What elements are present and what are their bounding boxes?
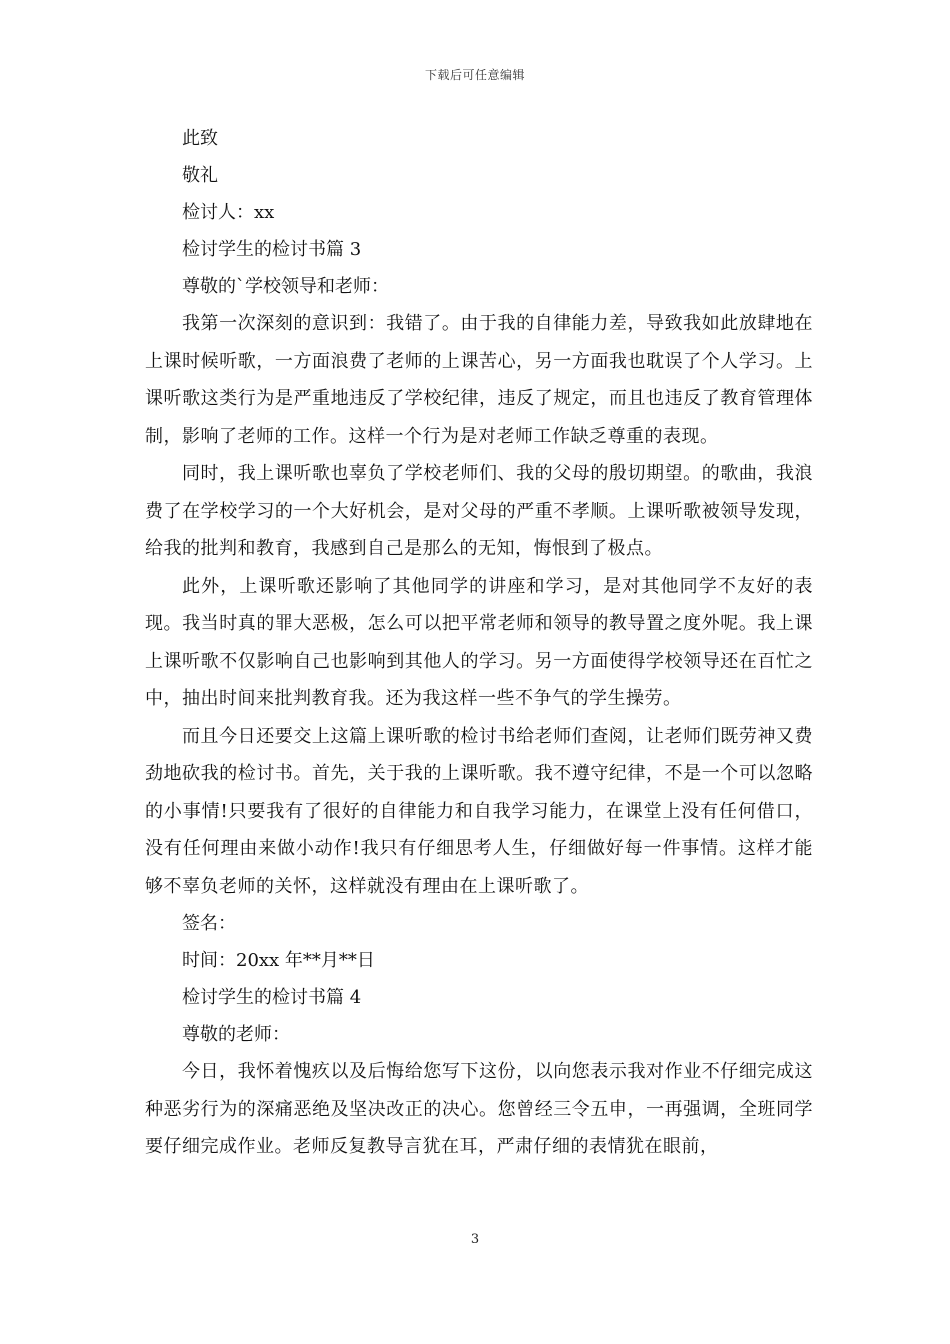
section-3-signature: 签名： (182, 913, 236, 934)
closing-salutation-1: 此致 (182, 128, 218, 149)
section-4-title: 检讨学生的检讨书篇 4 (182, 987, 362, 1008)
section-4-greeting: 尊敬的老师： (182, 1024, 290, 1045)
section-3-paragraph-4: 而且今日还要交上这篇上课听歌的检讨书给老师们查阅，让老师们既劳神又费劲地砍我的检讨书。首先，关于我的上课听歌。我不遵守纪律，不是一个可以忽略的小事情!只要我有了很好的自律能力和自我学习能力，在课堂上没有任何借口，没有任何理由来做小动作!我只有仔细思考人生，仔细做好每一件事情。这样才能够不辜负老师的关怀，这样就没有理由在上课听歌了。 (145, 725, 813, 897)
section-3-paragraph-3: 此外，上课听歌还影响了其他同学的讲座和学习，是对其他同学不友好的表现。我当时真的罪大恶极，怎么可以把平常老师和领导的教导置之度外呢。我上课上课听歌不仅影响自己也影响到其他人的学习。另一方面使得学校领导还在百忙之中，抽出时间来批判教育我。还为我这样一些不争气的学生操劳。 (145, 575, 813, 709)
section-3-greeting: 尊敬的`学校领导和老师： (182, 276, 389, 297)
closing-signer: 检讨人：xx (182, 202, 275, 223)
section-3-paragraph-2: 同时，我上课听歌也辜负了学校老师们、我的父母的殷切期望。的歌曲，我浪费了在学校学习的一个大好机会，是对父母的严重不孝顺。上课听歌被领导发现，给我的批判和教育，我感到自己是那么的无知，悔恨到了极点。 (145, 463, 813, 559)
section-3-title: 检讨学生的检讨书篇 3 (182, 239, 362, 260)
section-3-date: 时间：20xx 年**月**日 (182, 950, 375, 971)
section-4-paragraph-1: 今日，我怀着愧疚以及后悔给您写下这份，以向您表示我对作业不仔细完成这种恶劣行为的深痛恶绝及坚决改正的决心。您曾经三令五申，一再强调，全班同学要仔细完成作业。老师反复教导言犹在耳，严肃仔细的表情犹在眼前， (145, 1061, 813, 1157)
closing-salutation-2: 敬礼 (182, 165, 218, 186)
page-number: 3 (470, 1232, 480, 1247)
section-3-paragraph-1: 我第一次深刻的意识到：我错了。由于我的自律能力差，导致我如此放肆地在上课时候听歌，一方面浪费了老师的上课苦心，另一方面我也耽误了个人学习。上课听歌这类行为是严重地违反了学校纪律，违反了规定，而且也违反了教育管理体制，影响了老师的工作。这样一个行为是对老师工作缺乏尊重的表现。 (145, 313, 813, 447)
document-body (145, 120, 813, 1166)
header-note: 下载后可任意编辑 (424, 68, 525, 82)
